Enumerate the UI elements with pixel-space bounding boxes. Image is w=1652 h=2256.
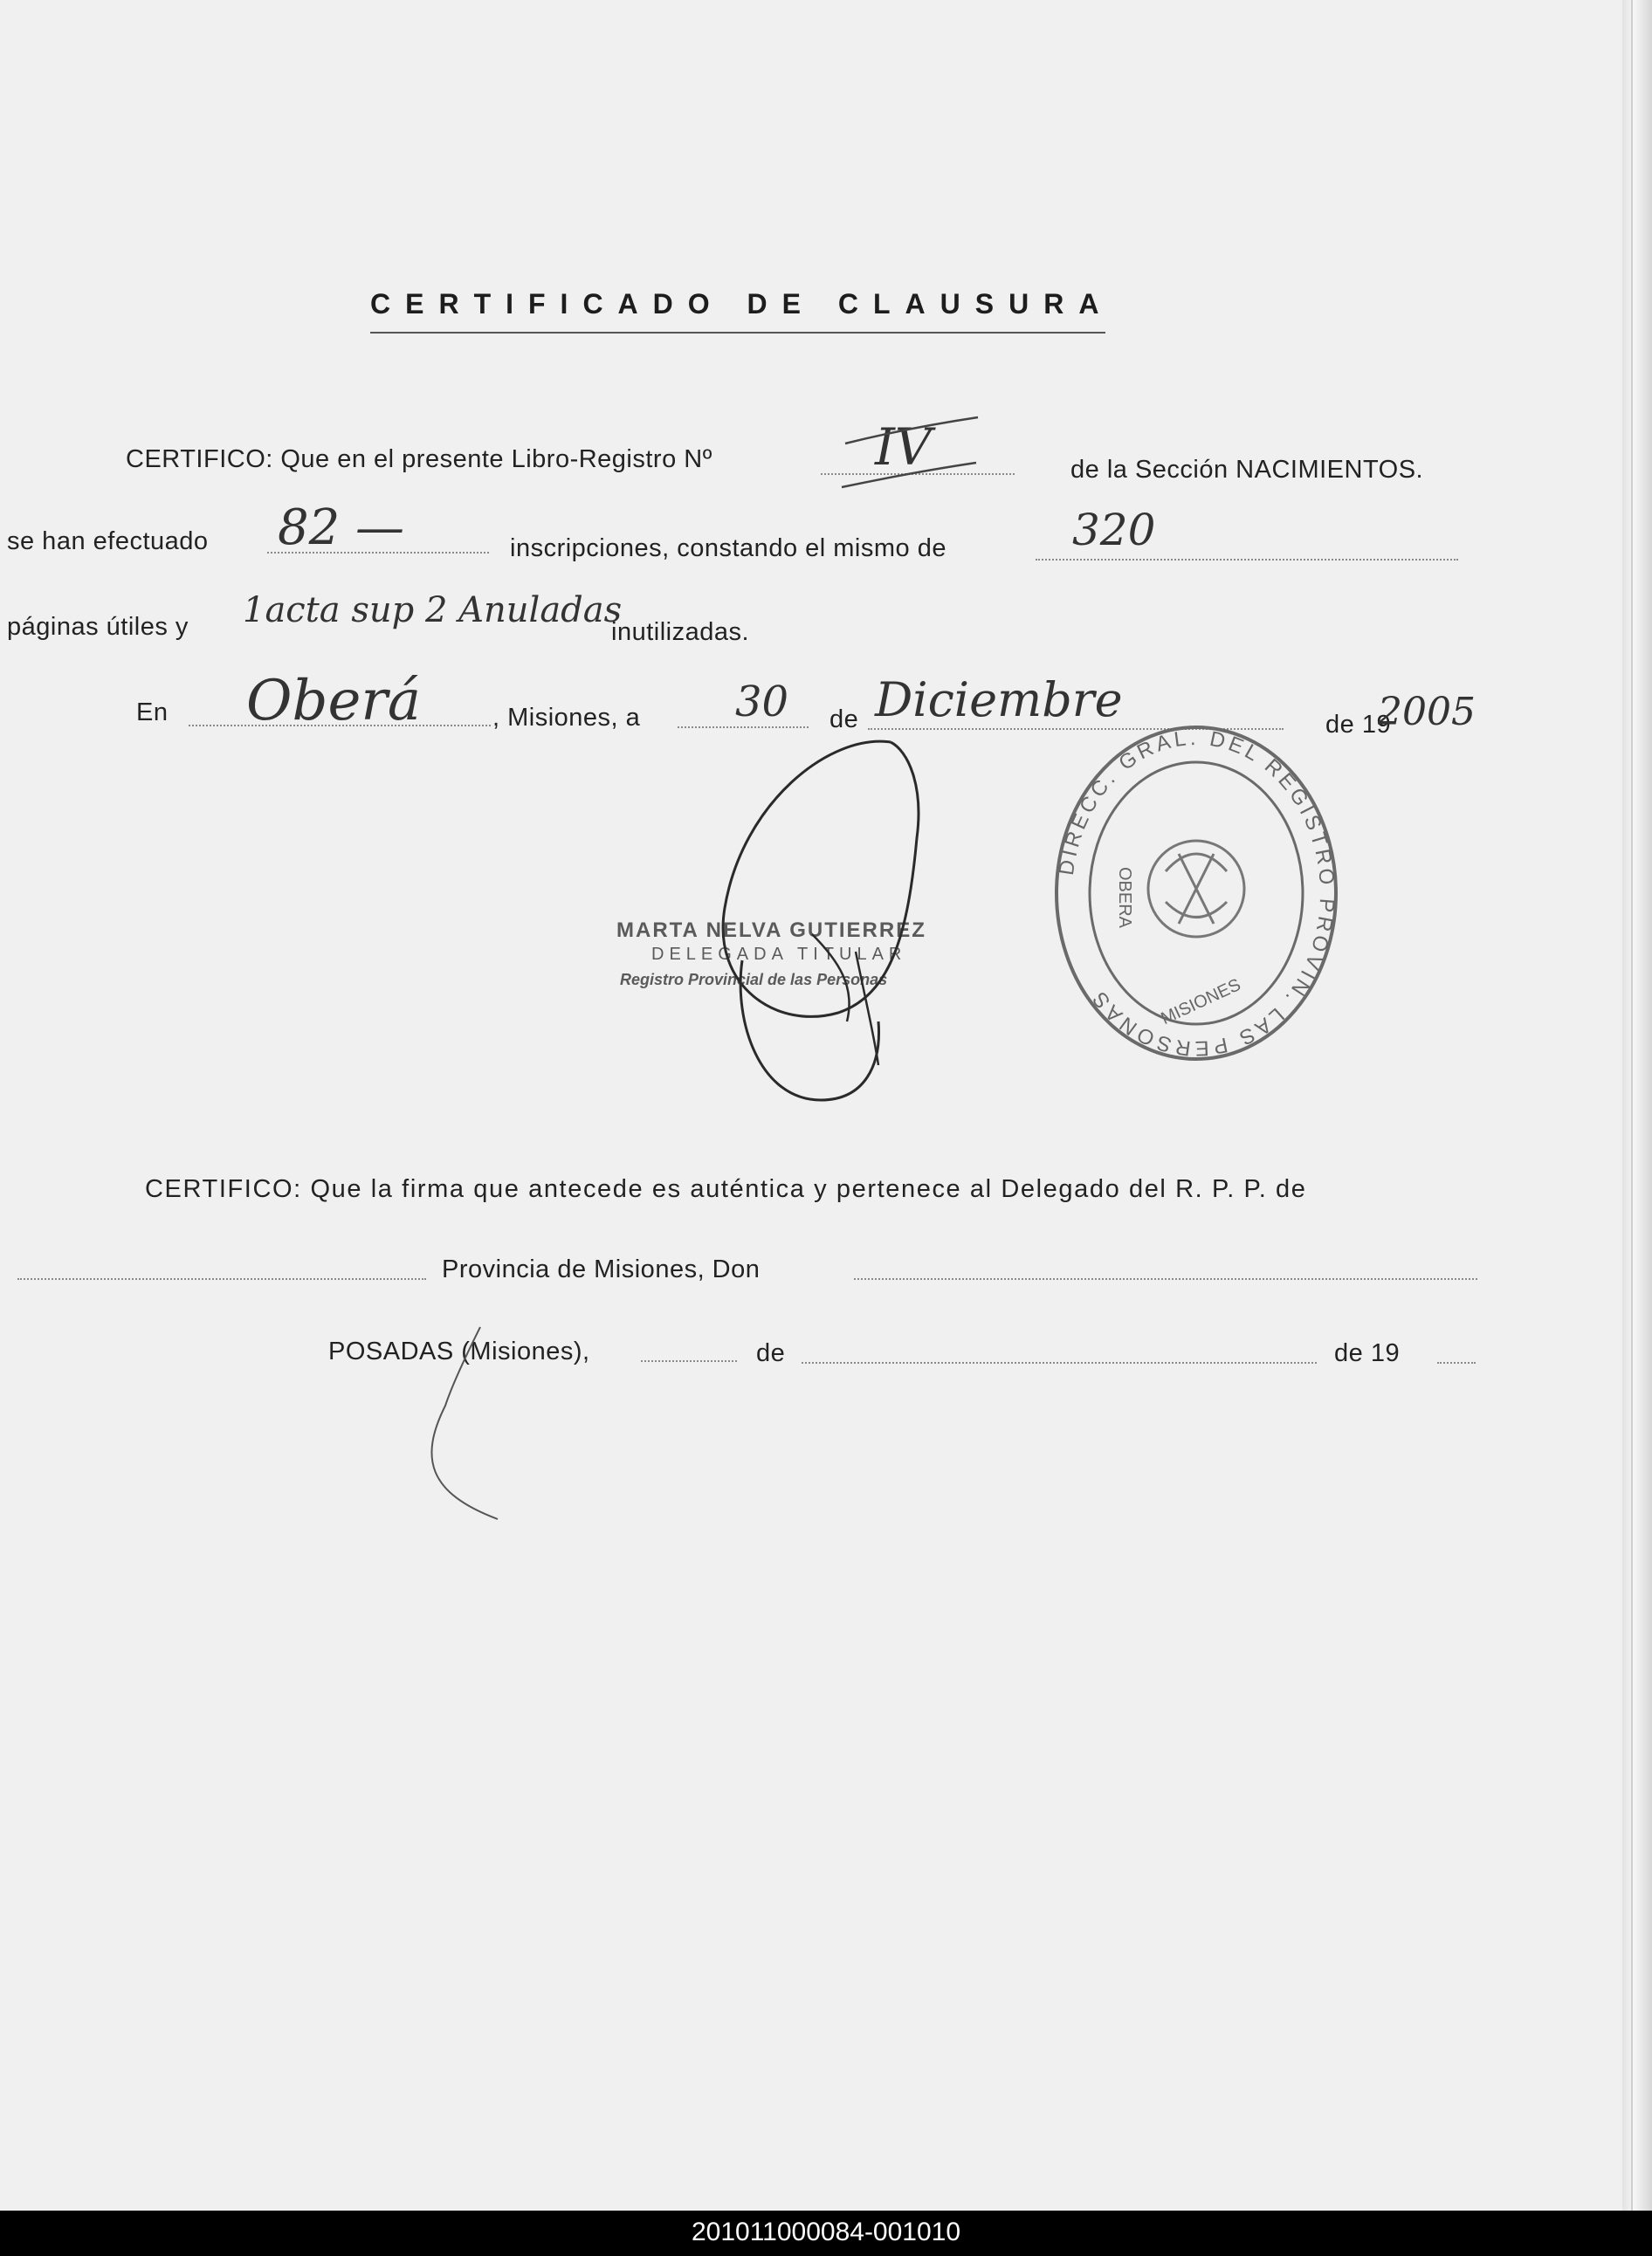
seal-ring-text: DIRECC. GRAL. DEL REGISTRO PROVIN. LAS PERSONAS <box>1054 726 1339 1061</box>
mes-handwritten: Diciembre <box>875 672 1123 727</box>
posadas-de-19-label: de 19 <box>1334 1339 1401 1367</box>
title-underline <box>370 332 1105 334</box>
posadas-mes-blank <box>802 1362 1317 1364</box>
provincia-label: Provincia de Misiones, Don <box>442 1255 761 1283</box>
stamp-name: MARTA NELVA GUTIERREZ <box>616 918 926 942</box>
second-certification: CERTIFICO: Que la firma que antecede es auténtica y pertenece al Delegado del R. P. P. de <box>145 1175 1307 1203</box>
libro-registro-label: CERTIFICO: Que en el presente Libro-Registro Nº <box>126 445 712 473</box>
stamp-office: Registro Provincial de las Personas <box>620 971 888 988</box>
dia-blank <box>678 726 809 728</box>
misiones-label: , Misiones, a <box>492 704 641 732</box>
handwritten-signature <box>707 733 934 1109</box>
paginas-blank <box>1036 559 1458 561</box>
inscripciones-label: inscripciones, constando el mismo de <box>510 534 946 562</box>
de-label-1: de <box>829 705 859 733</box>
posadas-de-label: de <box>756 1339 786 1367</box>
stamp-role: DELEGADA TITULAR <box>651 945 907 964</box>
paginas-utiles-label: páginas útiles y <box>7 613 189 641</box>
inutilizadas-handwritten: 1acta sup 2 Anuladas <box>243 590 623 630</box>
dia-handwritten: 30 <box>735 677 789 726</box>
posadas-dia-blank <box>641 1360 737 1362</box>
seal-inner-top: OBERA <box>1115 866 1134 929</box>
libro-number-underline-strokes <box>838 410 987 489</box>
libro-registro-handwritten: IV <box>875 417 932 477</box>
scan-code: 201011000084-001010 <box>691 2218 961 2246</box>
page-edge <box>1622 0 1652 2211</box>
scan-footer <box>0 2211 1652 2256</box>
en-label: En <box>136 698 169 726</box>
document-title: CERTIFICADO DE CLAUSURA <box>370 288 1114 320</box>
don-blank <box>854 1278 1477 1280</box>
paginas-handwritten: 320 <box>1072 505 1156 555</box>
de-19-label: de 19 <box>1325 711 1392 739</box>
lugar-handwritten: Oberá <box>246 669 422 733</box>
provincia-blank-left <box>17 1278 426 1280</box>
page-edge-line <box>1631 0 1633 2211</box>
seal-inner-bottom: MISIONES <box>1158 974 1244 1029</box>
official-seal <box>1048 723 1345 1072</box>
anio-handwritten: 2005 <box>1378 690 1476 734</box>
inutilizadas-label: inutilizadas. <box>611 618 750 646</box>
pencil-mark <box>419 1327 524 1537</box>
posadas-label: POSADAS (Misiones), <box>328 1338 590 1365</box>
inscripciones-handwritten: 82 — <box>278 499 405 556</box>
efectuado-label: se han efectuado <box>7 527 209 555</box>
posadas-anio-blank <box>1437 1362 1476 1364</box>
seccion-label: de la Sección NACIMIENTOS. <box>1070 456 1424 484</box>
